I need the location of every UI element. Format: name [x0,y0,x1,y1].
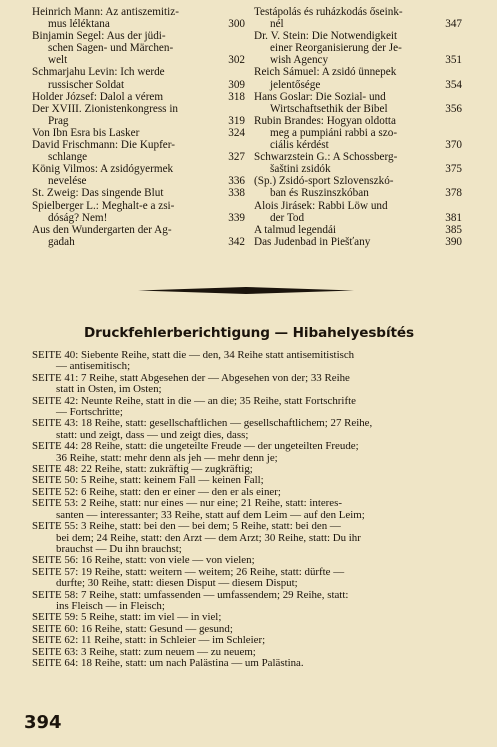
errata-entry [32,624,458,635]
toc-entry-title-line: mus léléktana [48,18,110,31]
errata-entry [32,396,458,419]
errata-entry [32,658,458,669]
errata-line: SEITE 53: 2 Reihe, statt: nur eines — nur eine; 21 Reihe, statt: interes- [32,498,343,510]
errata-line: SEITE 43: 18 Reihe, statt: gesellschaftlichen — gesellschaftlichem; 27 Reihe, [32,418,373,430]
toc-entry-page: 338 [228,187,245,200]
toc-entry-page: 324 [228,126,245,139]
errata-line: SEITE 63: 3 Reihe, statt: zum neuem — zu neuem; [32,646,256,658]
toc-entry-page: 385 [445,223,462,236]
toc-entry-title-line: Prag [48,114,69,127]
errata-entry [32,555,458,566]
errata-line: ins Fleisch — in Fleisch; [56,600,165,612]
errata-line: SEITE 48: 22 Reihe, statt: zukräftig — zugkräftig; [32,464,253,476]
toc-entry [32,139,245,163]
toc-entry [32,6,245,30]
toc-entry [32,224,245,248]
toc-entry [32,163,245,187]
errata-line: SEITE 40: Siebente Reihe, statt die — den, 34 Reihe statt antisemitistisch [32,350,355,361]
toc-entry-title-line: Aus den Wundergarten der Ag- [32,223,172,236]
toc-entry [32,200,245,224]
toc-entry-title-line: A talmud legendái [254,223,337,236]
errata-entry [32,464,458,475]
toc-entry [254,30,462,66]
toc-entry-title-line: gadah [48,235,75,248]
errata-line: santen — interessanter; 33 Reihe, statt auf dem Leim — auf den Leim; [56,509,365,521]
toc-entry-title-line: Wirtschaftsethik der Bibel [270,102,388,115]
toc-entry-title-line: šaštini zsidók [270,163,331,176]
toc-entry-page: 336 [228,175,245,188]
errata-line: bei dem; 24 Reihe, statt: den Arzt — dem Arzt; 30 Reihe, statt: Du ihr [56,532,361,544]
page-number: 394 [24,712,62,733]
errata-line: SEITE 64: 18 Reihe, statt: um nach Palästina — um Palästina. [32,657,304,669]
errata-entry [32,635,458,646]
toc-entry-title-line: Schwarzstein G.: A Schossberg- [254,151,398,164]
toc-entry [254,224,462,236]
toc-entry-title-line: Spielberger L.: Meghalt-e a zsi- [32,199,175,212]
toc-entry-title-line: Testápolás és ruházkodás őseink- [254,6,403,18]
errata-line: SEITE 58: 7 Reihe, statt: umfassenden — umfassendem; 29 Reihe, statt: [32,589,349,601]
toc-entry-page: 378 [445,187,462,200]
errata-line: statt in Osten, im Osten; [56,384,162,396]
toc-entry-title-line: wish Agency [270,54,329,67]
toc-entry-title-line: meg a pumpiáni rabbi a szo- [270,126,398,139]
toc-entry-title-line: St. Zweig: Das singende Blut [32,187,164,200]
toc-entry [32,103,245,127]
errata-line: SEITE 60: 16 Reihe, statt: Gesund — gesund; [32,623,233,635]
toc-entry-title-line: Von Ibn Esra bis Lasker [32,126,140,139]
errata-line: SEITE 55: 3 Reihe, statt: bei den — bei dem; 5 Reihe, statt: bei den — [32,521,341,533]
toc-entry-page: 354 [445,78,462,91]
toc-entry [254,236,462,248]
errata-line: SEITE 41: 7 Reihe, statt Abgesehen der — Abgesehen von der; 33 Reihe [32,372,350,384]
errata-line: SEITE 42: Neunte Reihe, statt in die — an die; 35 Reihe, statt Fortschrifte [32,395,356,407]
errata-line: SEITE 50: 5 Reihe, statt: keinem Fall — keinen Fall; [32,475,264,487]
toc-entry-title-line: Rubin Brandes: Hogyan oldotta [254,114,397,127]
toc-entry-title-line: Dr. V. Stein: Die Notwendigkeit [254,30,398,43]
toc-entry-title-line: Schmarjahu Levin: Ich werde [32,66,165,79]
errata-line: durfte; 30 Reihe, statt: diesen Disput — diesem Disput; [56,578,298,590]
toc-entry-title-line: der Tod [270,211,305,224]
errata-entry [32,521,458,555]
errata-entry [32,475,458,486]
toc-entry-title-line: dóság? Nem! [48,211,108,224]
toc-entry [254,91,462,115]
errata-entry [32,441,458,464]
toc-entry-title-line: Alois Jirásek: Rabbi Löw und [254,199,388,212]
toc-entry-page: 339 [228,211,245,224]
toc-entry-page: 309 [228,78,245,91]
toc-entry-page: 342 [228,235,245,248]
errata-entry [32,498,458,521]
ornamental-divider [138,287,354,294]
toc-entry-page: 375 [445,163,462,176]
toc-entry-page: 347 [445,18,462,31]
toc-entry-page: 300 [228,18,245,31]
toc-entry [32,30,245,66]
errata-line: 36 Reihe, statt: mehr denn als jeh — mehr denn je; [56,452,278,464]
toc-entry-title-line: nevelése [48,175,87,188]
toc-entry-title-line: ban és Ruszinszkóban [270,187,369,200]
toc-entry-title-line: jelentősége [270,78,321,91]
toc-entry-title-line: schen Sagen- und Märchen- [48,42,174,55]
toc-entry-page: 390 [445,235,462,248]
errata-line: — antisemitisch; [56,361,131,373]
errata-line: SEITE 59: 5 Reihe, statt: im viel — in viel; [32,612,222,624]
toc-entry [254,151,462,175]
toc-right-column [254,6,462,248]
toc-entry-title-line: König Vilmos: A zsidógyermek [32,163,174,176]
toc-entry-title-line: russischer Soldat [48,78,125,91]
toc-entry-page: 318 [228,90,245,103]
errata-line: — Fortschritte; [56,407,123,419]
toc-entry-title-line: einer Reorganisierung der Je- [270,42,402,55]
toc-entry-page: 370 [445,139,462,152]
toc-entry [254,115,462,151]
toc-entry-page: 381 [445,211,462,224]
errata-entry [32,567,458,590]
toc-entry-title-line: ciális kérdést [270,139,329,152]
toc-left-column [32,6,245,248]
errata-line: SEITE 62: 11 Reihe, statt: in Schleier — im Schleier; [32,635,266,647]
toc-entry-title-line: welt [48,54,68,67]
toc-entry-title-line: Hans Goslar: Die Sozial- und [254,90,386,103]
errata-line: SEITE 56: 16 Reihe, statt: von viele — von vielen; [32,555,255,567]
errata-heading: Druckfehlerberichtigung — Hibahelyesbítés [84,325,415,341]
toc-entry [32,187,245,199]
toc-entry-title-line: schlange [48,151,88,164]
toc-entry [254,175,462,199]
errata-line: SEITE 57: 19 Reihe, statt: weitern — weitem; 26 Reihe, statt: dürfte — [32,566,345,578]
errata-line: brauchst — Du ihn brauchst; [56,543,182,555]
errata-line: statt: und zeigt, dass — und zeigt dies, dass; [56,429,249,441]
toc-entry [254,6,462,30]
errata-entry [32,418,458,441]
toc-entry-title-line: Binjamin Segel: Aus der jüdi- [32,30,166,43]
errata-entry [32,612,458,623]
toc-entry-title-line: nél [270,18,284,31]
toc-entry [32,127,245,139]
toc-entry-page: 327 [228,151,245,164]
errata-list [32,350,458,669]
toc-entry [254,200,462,224]
toc-entry-page: 351 [445,54,462,67]
toc-entry-title-line: Holder József: Dalol a vérem [32,90,164,103]
toc-entry-page: 302 [228,54,245,67]
errata-entry [32,373,458,396]
toc-entry [32,91,245,103]
toc-entry-title-line: Der XVIII. Zionistenkongress in [32,102,179,115]
toc-entry [32,66,245,90]
toc-entry-title-line: (Sp.) Zsidó-sport Szlovenszkó- [254,175,394,188]
errata-entry [32,647,458,658]
toc-entry-title-line: Das Judenbad in Piešťany [254,235,371,248]
toc-entry [254,66,462,90]
errata-entry [32,350,458,373]
toc-entry-page: 319 [228,114,245,127]
toc-entry-title-line: David Frischmann: Die Kupfer- [32,139,176,152]
errata-entry [32,487,458,498]
toc-entry-page: 356 [445,102,462,115]
errata-line: SEITE 52: 6 Reihe, statt: den er einer — den er als einer; [32,486,281,498]
toc-entry-title-line: Heinrich Mann: Az antiszemitiz- [32,6,179,18]
errata-entry [32,590,458,613]
errata-line: SEITE 44: 28 Reihe, statt: die ungeteilte Freude — der ungeteilten Freude; [32,441,359,453]
toc-entry-title-line: Reich Sámuel: A zsidó ünnepek [254,66,397,79]
